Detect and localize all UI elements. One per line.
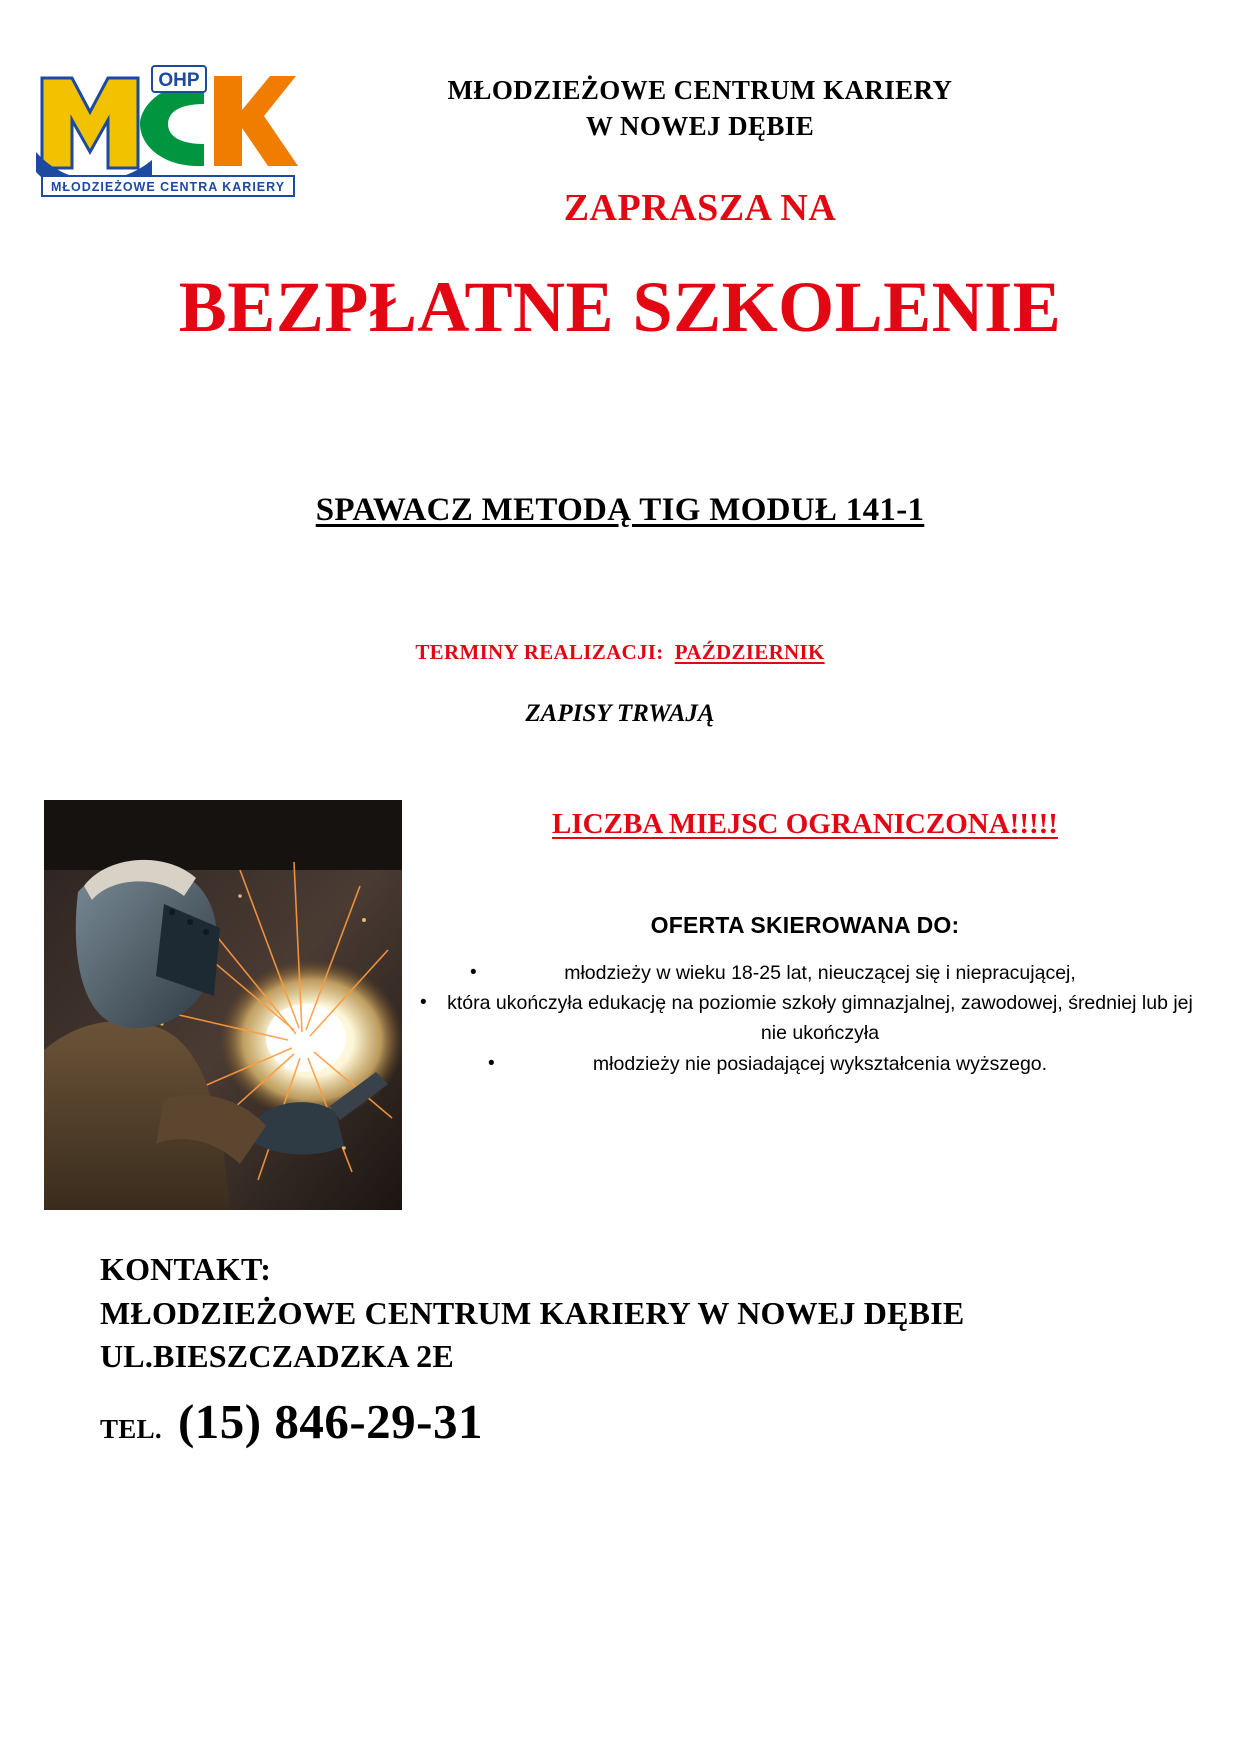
offer-heading: OFERTA SKIEROWANA DO: (650, 912, 960, 938)
logo-tagline: MŁODZIEŻOWE CENTRA KARIERY (50, 180, 286, 194)
contact-address: UL.BIESZCZADZKA 2E (100, 1338, 454, 1375)
contact-organization: MŁODZIEŻOWE CENTRUM KARIERY W NOWEJ DĘBIE (100, 1294, 965, 1331)
page-title: BEZPŁATNE SZKOLENIE (178, 267, 1062, 347)
bullet-icon: • (470, 962, 477, 983)
bullet-icon: • (420, 992, 427, 1014)
mck-logo-graphic (28, 48, 298, 198)
bullet-icon: • (488, 1052, 495, 1074)
terms-label: TERMINY REALIZACJI: (415, 640, 664, 664)
mck-logo (28, 48, 298, 198)
phone-label: TEL. (100, 1413, 162, 1444)
list-item (420, 988, 1210, 1048)
contact-title: KONTAKT: (100, 1251, 272, 1287)
list-item (430, 1049, 1210, 1079)
organization-line-1: MŁODZIEŻOWE CENTRUM KARIERY (447, 75, 953, 105)
terms-row (40, 640, 1200, 665)
svg-text:OHP: OHP (158, 70, 200, 91)
contact-phone-row (100, 1393, 1180, 1450)
invite-text: ZAPRASZA NA (563, 187, 837, 229)
contact-block (100, 1248, 1180, 1450)
course-title: SPAWACZ METODĄ TIG MODUŁ 141-1 (315, 492, 925, 528)
welder-photo-graphic (44, 800, 402, 1210)
poster-header (330, 72, 1070, 145)
offer-item-text: młodzieży w wieku 18-25 lat, nieuczącej się i niepracującej, (564, 962, 1076, 984)
offer-list (420, 958, 1210, 1079)
limited-places-notice: LICZBA MIEJSC OGRANICZONA!!!!! (552, 808, 1058, 840)
welder-photo (44, 800, 402, 1210)
offer-item-text: która ukończyła edukację na poziomie szkoły gimnazjalnej, zawodowej, średniej lub jej nie ukończyła (447, 992, 1193, 1045)
offer-item-text: młodzieży nie posiadającej wykształcenia wyższego. (592, 1052, 1048, 1075)
terms-value: PAŹDZIERNIK (674, 640, 825, 664)
signups-text: ZAPISY TRWAJĄ (525, 700, 715, 727)
organization-line-2: W NOWEJ DĘBIE (585, 111, 815, 142)
list-item (430, 958, 1210, 988)
phone-number: (15) 846-29-31 (177, 1393, 484, 1449)
